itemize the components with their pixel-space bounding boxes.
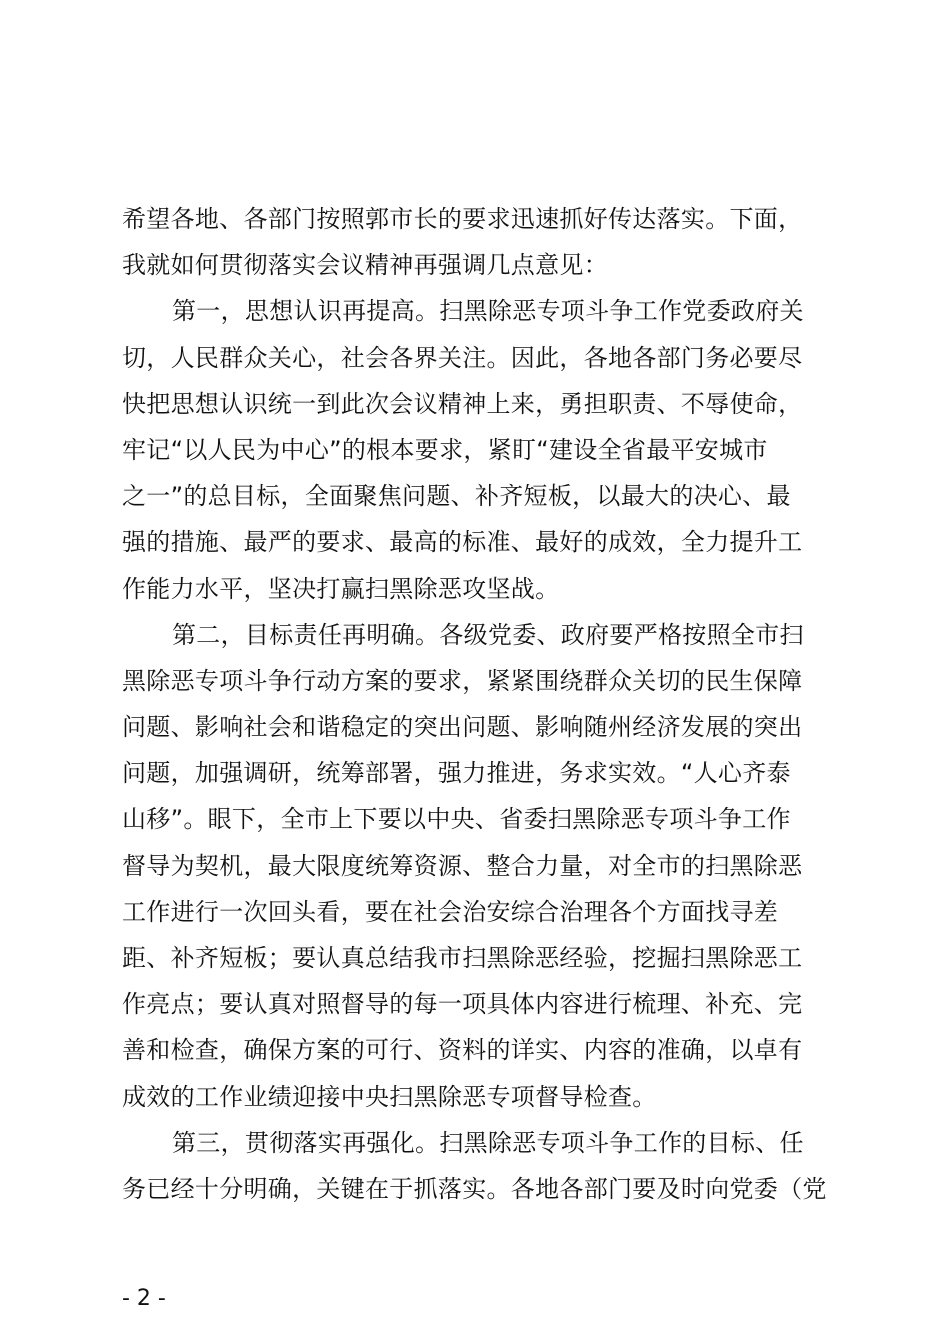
- page-number: - 2 -: [122, 1286, 166, 1311]
- paragraph-first-line: 第一，思想认识再提高。扫黑除恶专项斗争工作党委政府关: [172, 297, 804, 326]
- text-line: 作亮点；要认真对照督导的每一项具体内容进行梳理、补充、完: [122, 990, 803, 1019]
- body-text: [122, 196, 842, 1212]
- text-line: 之一”的总目标，全面聚焦问题、补齐短板，以最大的决心、最: [122, 482, 791, 511]
- text-line: 黑除恶专项斗争行动方案的要求，紧紧围绕群众关切的民生保障: [122, 666, 803, 695]
- paragraph-first-line: 第三，贯彻落实再强化。扫黑除恶专项斗争工作的目标、任: [172, 1128, 804, 1157]
- text-line: 我就如何贯彻落实会议精神再强调几点意见：: [122, 251, 608, 280]
- text-line: 希望各地、各部门按照郭市长的要求迅速抓好传达落实。下面，: [122, 205, 803, 233]
- text-line: 快把思想认识统一到此次会议精神上来，勇担职责、不辱使命，: [122, 389, 803, 418]
- text-line: 善和检查，确保方案的可行、资料的详实、内容的准确，以卓有: [122, 1036, 803, 1065]
- text-line: 牢记“以人民为中心”的根本要求，紧盯“建设全省最平安城市: [122, 435, 768, 464]
- text-line: 强的措施、最严的要求、最高的标准、最好的成效，全力提升工: [122, 528, 803, 557]
- text-line: 作能力水平，坚决打赢扫黑除恶攻坚战。: [122, 574, 560, 603]
- text-line: 距、补齐短板；要认真总结我市扫黑除恶经验，挖掘扫黑除恶工: [122, 944, 803, 972]
- text-line: 切，人民群众关心，社会各界关注。因此，各地各部门务必要尽: [122, 343, 803, 372]
- text-line: 工作进行一次回头看，要在社会治安综合治理各个方面找寻差: [122, 897, 779, 926]
- text-line: 问题、影响社会和谐稳定的突出问题、影响随州经济发展的突出: [122, 713, 803, 742]
- paragraph-first-line: 第二，目标责任再明确。各级党委、政府要严格按照全市扫: [172, 620, 804, 649]
- text-line: 务已经十分明确，关键在于抓落实。各地各部门要及时向党委（党: [122, 1174, 827, 1203]
- text-line: 问题，加强调研，统筹部署，强力推进，务求实效。“人心齐泰: [122, 759, 791, 788]
- text-line: 督导为契机，最大限度统筹资源、整合力量，对全市的扫黑除恶: [122, 851, 803, 880]
- text-line: 山移”。眼下，全市上下要以中央、省委扫黑除恶专项斗争工作: [122, 805, 791, 834]
- text-line: 成效的工作业绩迎接中央扫黑除恶专项督导检查。: [122, 1082, 657, 1111]
